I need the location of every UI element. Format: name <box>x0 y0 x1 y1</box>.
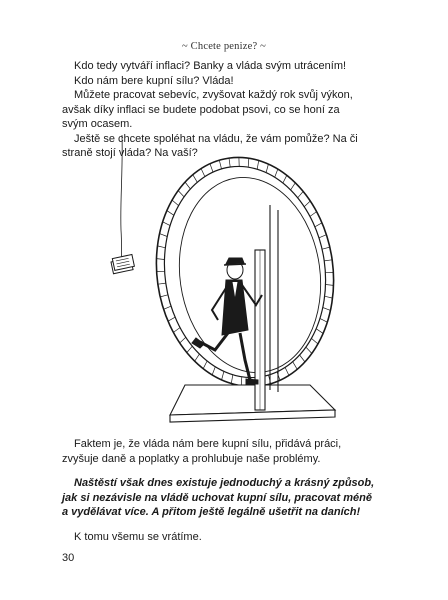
wheel-slat <box>324 260 332 261</box>
wheel-slat <box>325 296 333 298</box>
wheel-slat <box>293 362 298 370</box>
wheel-slat <box>210 164 213 172</box>
wheel-slat <box>163 222 170 226</box>
wheel-slat <box>315 223 322 227</box>
wheel-slat <box>164 306 171 309</box>
wheel-slat <box>219 160 221 169</box>
wheel-slat <box>231 375 233 384</box>
wheel-slat <box>320 318 327 322</box>
wheel-slat <box>285 367 289 375</box>
wheel-slat <box>306 347 312 353</box>
wheel-slat <box>160 234 168 237</box>
wheel-slat <box>310 212 317 217</box>
paragraph: Kdo tedy vytváří inflaci? Banky a vláda svým utrácením! <box>74 60 347 72</box>
running-man <box>192 258 262 384</box>
wheel-slat <box>187 346 193 352</box>
wheel-slat <box>319 235 326 238</box>
wheel-slat <box>300 355 305 362</box>
wheel-slat <box>195 354 200 361</box>
wheel-slat <box>311 338 318 344</box>
wheel-slat <box>180 337 186 343</box>
wheel-slat <box>158 283 166 284</box>
paragraph: K tomu všemu se vrátíme. <box>74 530 202 543</box>
wheel-stand <box>170 205 335 422</box>
wheel-slat <box>167 211 174 216</box>
wheel-slat <box>323 308 331 311</box>
wheel-slat <box>173 328 180 333</box>
wheel-slat <box>316 329 323 334</box>
page-number: 30 <box>62 552 75 564</box>
wheel-slat <box>157 259 165 260</box>
wheel-slat <box>322 247 330 249</box>
wheel-slat <box>185 182 190 189</box>
money-on-string <box>110 135 135 274</box>
wheel-slat <box>291 183 296 190</box>
paragraph: Ještě se chcete spoléhat na vládu, že vám pomůže? Na či straně stojí vláda? Na vaší? <box>62 132 358 159</box>
paragraph: Faktem je, že vláda nám bere kupní sílu, přidává práci, zvyšuje daně a poplatky a prohlubuje naše problémy. <box>62 438 342 465</box>
wheel-slat <box>257 161 259 170</box>
wheel-slat <box>241 377 242 386</box>
wheel-slat <box>193 175 198 183</box>
wheel-slat <box>275 169 278 177</box>
wheel-slat <box>304 201 310 207</box>
paragraph: Můžete pracovat sebevíc, zvyšovat každý rok svůj výkon, avšak díky inflaci se budete podobat psovi, co se honí za svým ocasem. <box>62 89 353 130</box>
emphasized-paragraph: Naštěstí však dnes existuje jednoduchý a krásný způsob, jak si nezávisle na vládě uchovat kupní sílu, pracovat méně a vydělávat více. A přitom ještě legálně ušetřit na daních! <box>62 477 375 518</box>
running-head: ~ Chcete penize? ~ <box>181 41 267 52</box>
wheel-slat <box>178 191 184 197</box>
wheel-slat <box>212 367 215 375</box>
wheel-slat <box>201 169 205 177</box>
wheel-slat <box>160 295 168 297</box>
wheel-slat <box>298 191 304 197</box>
wheel-slat <box>203 361 207 369</box>
wheel-slat <box>248 158 249 167</box>
wheel-slat <box>172 200 179 206</box>
wheel-slat <box>229 158 230 167</box>
wheel-slat <box>168 317 175 321</box>
wheel-slat <box>222 371 224 380</box>
hamster-wheel-illustration <box>100 130 350 430</box>
wheel-slat <box>266 164 268 173</box>
wheel-slat <box>283 175 287 183</box>
paragraph: Kdo nám bere kupní sílu? Vláda! <box>74 74 234 87</box>
wheel-slat <box>158 246 166 248</box>
bottom-text-block <box>62 437 376 554</box>
wheel-slat <box>326 285 334 286</box>
